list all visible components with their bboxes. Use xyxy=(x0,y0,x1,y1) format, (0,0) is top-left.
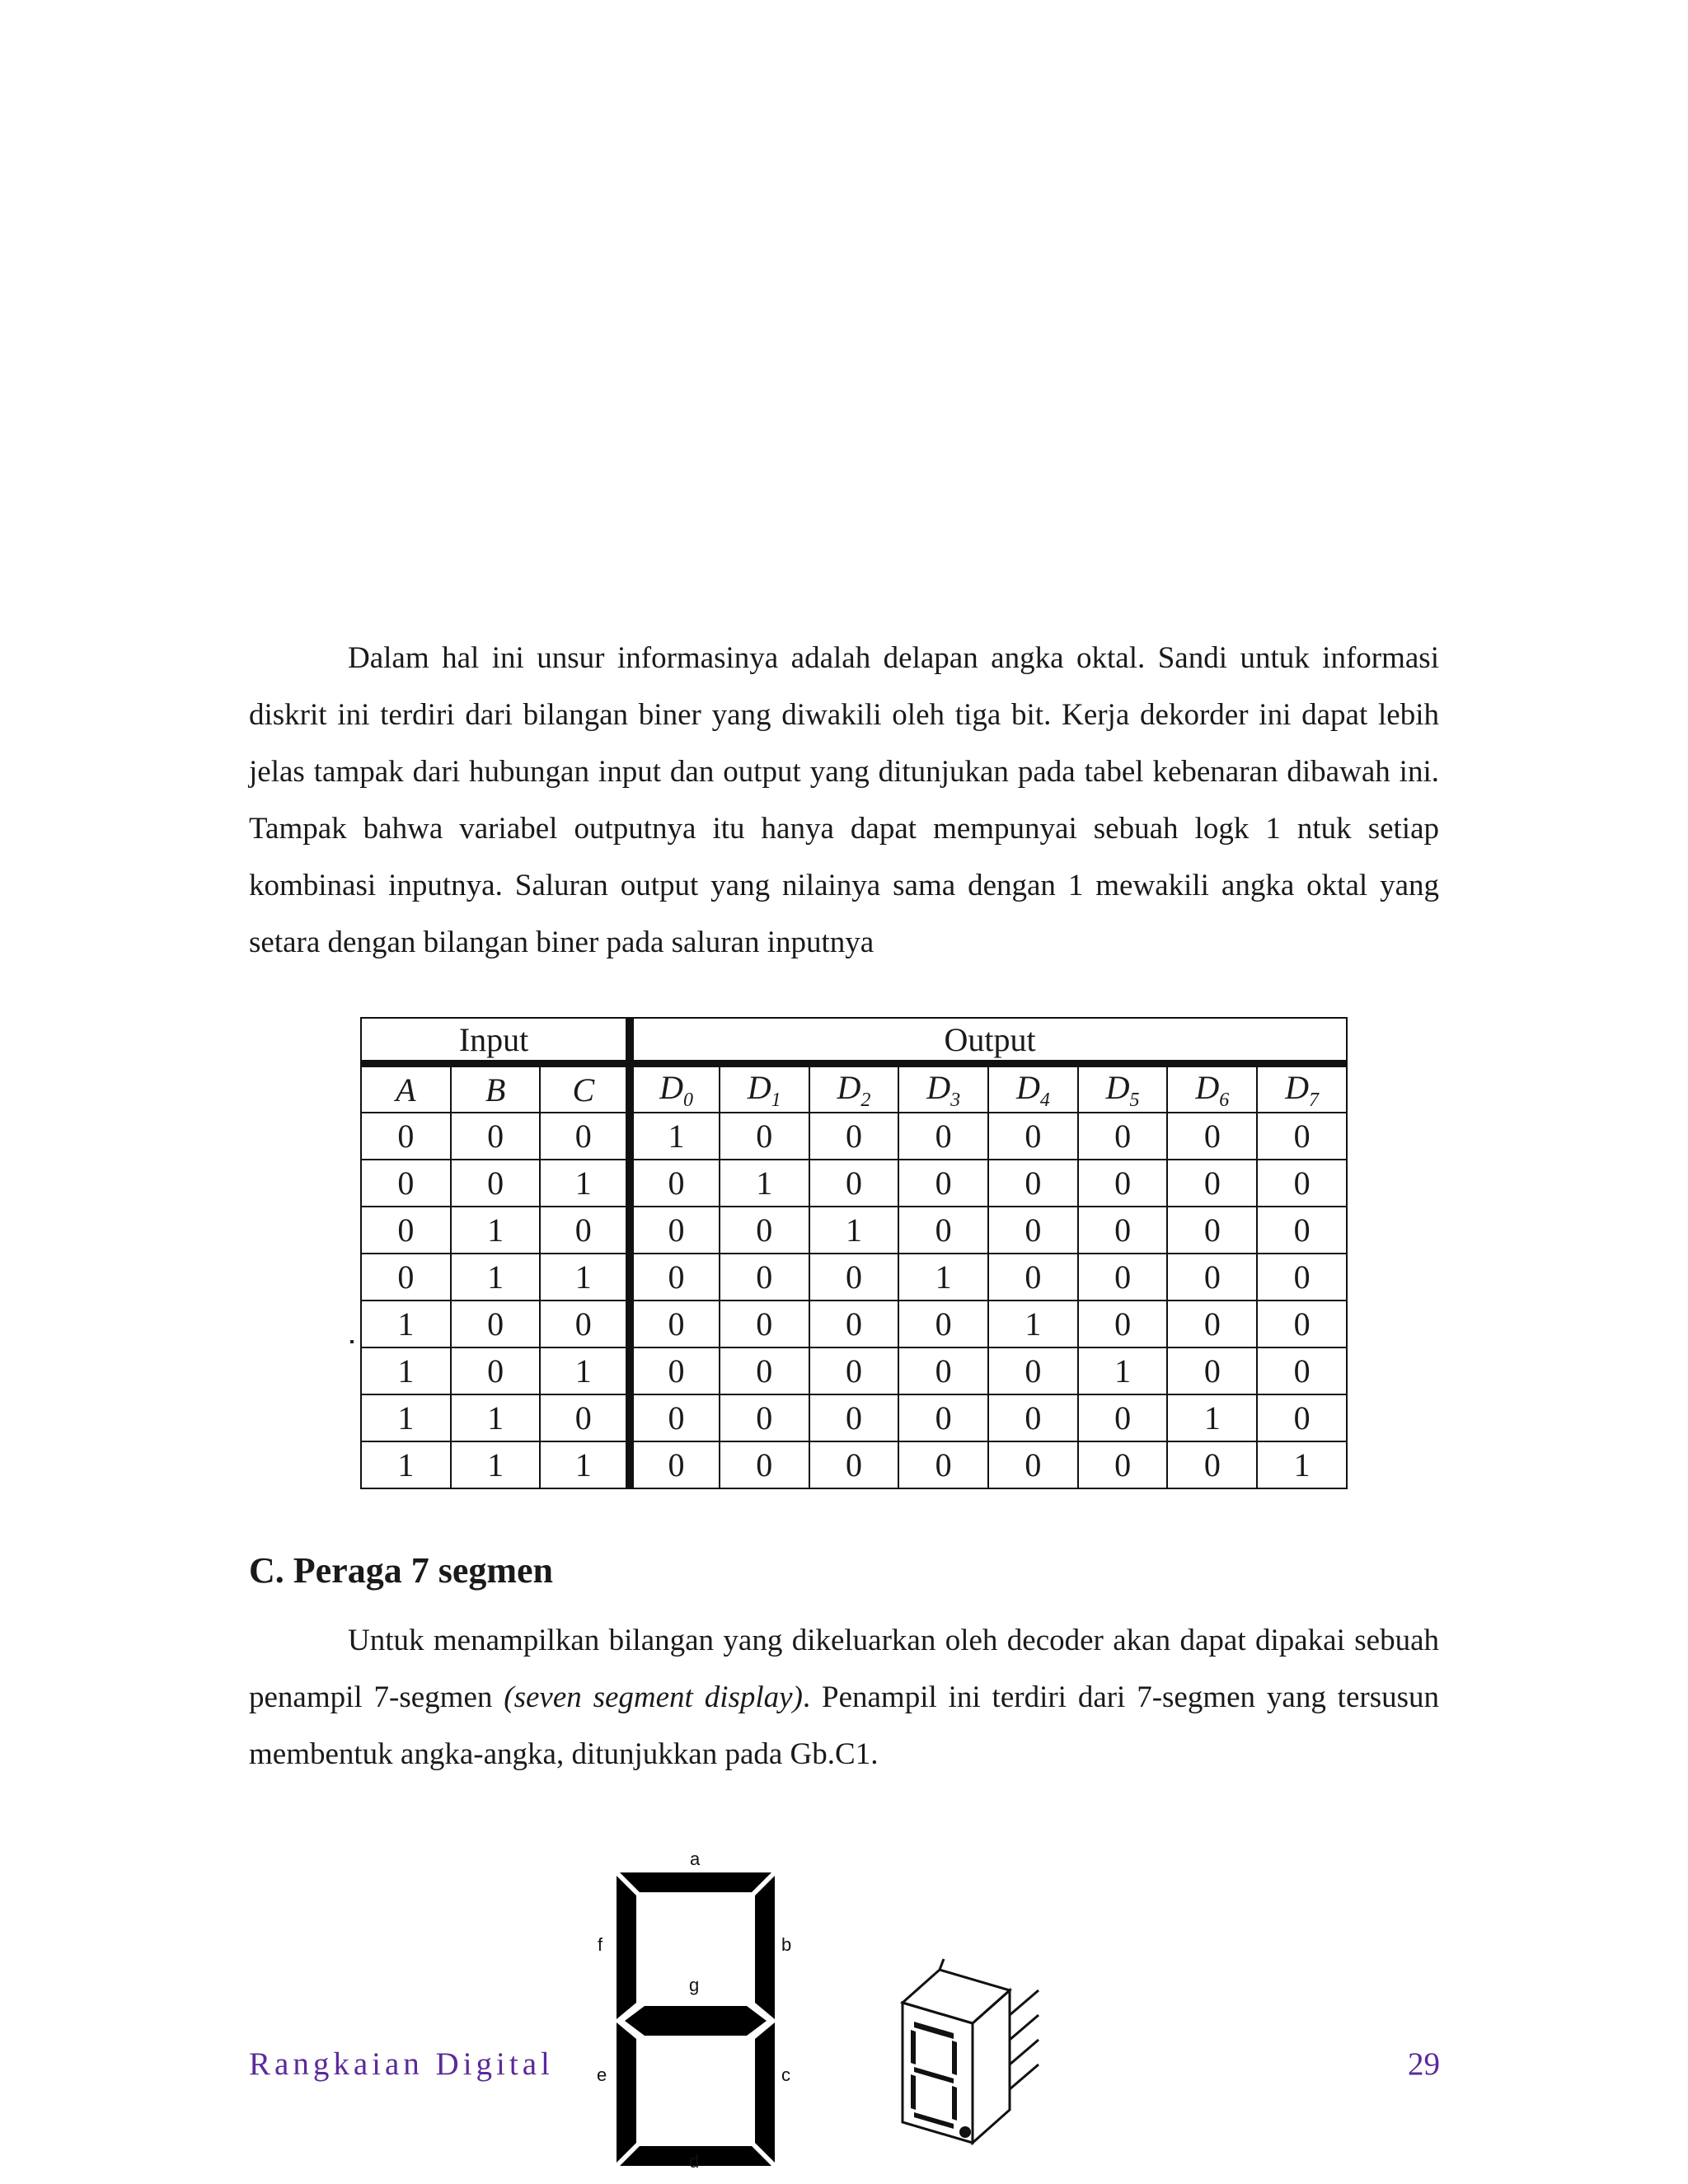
table-cell: 0 xyxy=(1257,1160,1347,1207)
column-header-row xyxy=(361,1064,1347,1113)
table-row xyxy=(361,1301,1347,1347)
table-cell: 0 xyxy=(988,1254,1078,1301)
seven-segment-device-illustration xyxy=(894,1957,1051,2151)
table-cell: 0 xyxy=(630,1347,720,1394)
table-cell: 0 xyxy=(1167,1347,1257,1394)
table-cell: 1 xyxy=(361,1394,451,1441)
table-cell: 0 xyxy=(1078,1160,1168,1207)
column-header-letter: D xyxy=(659,1068,683,1106)
footer-title: Rangkaian Digital xyxy=(249,2046,554,2082)
table-row xyxy=(361,1347,1347,1394)
table-cell: 0 xyxy=(630,1394,720,1441)
body-paragraph-2 xyxy=(249,1612,1439,1783)
column-header-subscript: 6 xyxy=(1219,1089,1230,1111)
table-cell: 0 xyxy=(1078,1113,1168,1160)
table-cell: 0 xyxy=(720,1301,809,1347)
table-cell: 0 xyxy=(809,1160,899,1207)
segment-e xyxy=(617,2022,636,2163)
seven-segment-diagram xyxy=(577,1850,824,2180)
table-cell: 0 xyxy=(1167,1441,1257,1488)
table-cell: 0 xyxy=(1257,1207,1347,1254)
column-header-d5 xyxy=(1078,1064,1168,1113)
table-cell: 0 xyxy=(630,1160,720,1207)
table-cell: 0 xyxy=(988,1347,1078,1394)
table-cell: 1 xyxy=(630,1113,720,1160)
table-cell: 0 xyxy=(809,1347,899,1394)
table-cell: 0 xyxy=(451,1301,541,1347)
table-row xyxy=(361,1113,1347,1160)
column-header-subscript: 0 xyxy=(682,1089,693,1111)
table-row xyxy=(361,1254,1347,1301)
label-g: g xyxy=(689,1975,700,1995)
column-header-d3 xyxy=(898,1064,988,1113)
table-row xyxy=(361,1441,1347,1488)
column-header-letter: D xyxy=(747,1068,771,1106)
table-cell: 0 xyxy=(988,1113,1078,1160)
table-cell: 0 xyxy=(809,1301,899,1347)
table-cell: 0 xyxy=(809,1394,899,1441)
paragraph2-text-1: Untuk menampilkan bilangan yang dikeluarkan oleh decoder akan dapat dipakai sebuah penampil 7-segmen xyxy=(249,1624,1439,1714)
table-cell: 0 xyxy=(988,1160,1078,1207)
label-f: f xyxy=(598,1934,603,1955)
table-cell: 0 xyxy=(720,1441,809,1488)
segment-c xyxy=(755,2022,775,2163)
column-header-letter: D xyxy=(1285,1068,1310,1106)
truth-table xyxy=(360,1017,1348,1489)
column-header-subscript: 2 xyxy=(860,1089,871,1111)
column-header-subscript: 5 xyxy=(1129,1089,1140,1111)
table-cell: 0 xyxy=(540,1301,630,1347)
table-cell: 0 xyxy=(898,1160,988,1207)
table-cell: 0 xyxy=(1078,1301,1168,1347)
column-header-c: C xyxy=(540,1064,630,1113)
segment-f xyxy=(617,1876,636,2019)
body-paragraph-1: Dalam hal ini unsur informasinya adalah delapan angka oktal. Sandi untuk informasi diskrit ini terdiri dari bilangan biner yang diwakili oleh tiga bit. Kerja dekorder ini dapat lebih jelas tampak dari hubungan input dan output yang ditunjukan pada tabel kebenaran dibawah ini. Tampak bahwa variabel outputnya itu hanya dapat mempunyai sebuah logk 1 ntuk setiap kombinasi inputnya. Saluran output yang nilainya sama dengan 1 mewakili angka oktal yang setara dengan bilangan biner pada saluran inputnya xyxy=(249,641,1439,959)
column-header-letter: D xyxy=(1195,1068,1220,1106)
table-cell: 0 xyxy=(1257,1301,1347,1347)
table-cell: 0 xyxy=(361,1207,451,1254)
table-cell: 0 xyxy=(988,1207,1078,1254)
page-number: 29 xyxy=(1408,2046,1440,2082)
table-cell: 0 xyxy=(720,1347,809,1394)
table-cell: 1 xyxy=(361,1301,451,1347)
table-cell: 0 xyxy=(1167,1301,1257,1347)
table-cell: 0 xyxy=(361,1113,451,1160)
table-cell: 0 xyxy=(540,1113,630,1160)
table-cell: 0 xyxy=(720,1207,809,1254)
column-header-letter: D xyxy=(926,1068,951,1106)
column-header-d6 xyxy=(1167,1064,1257,1113)
table-cell: 0 xyxy=(898,1441,988,1488)
stray-dot xyxy=(350,1340,354,1343)
table-cell: 0 xyxy=(1257,1347,1347,1394)
table-cell: 0 xyxy=(361,1160,451,1207)
table-cell: 0 xyxy=(809,1254,899,1301)
table-cell: 0 xyxy=(451,1113,541,1160)
table-cell: 0 xyxy=(451,1160,541,1207)
table-cell: 1 xyxy=(988,1301,1078,1347)
table-cell: 1 xyxy=(540,1441,630,1488)
column-header-b: B xyxy=(451,1064,541,1113)
table-cell: 0 xyxy=(451,1347,541,1394)
table-cell: 0 xyxy=(1257,1254,1347,1301)
column-header-d4 xyxy=(988,1064,1078,1113)
table-cell: 1 xyxy=(451,1254,541,1301)
table-cell: 1 xyxy=(451,1441,541,1488)
column-header-d7 xyxy=(1257,1064,1347,1113)
table-cell: 1 xyxy=(1257,1441,1347,1488)
table-cell: 0 xyxy=(898,1301,988,1347)
table-cell: 1 xyxy=(361,1441,451,1488)
table-cell: 0 xyxy=(720,1254,809,1301)
table-row xyxy=(361,1207,1347,1254)
table-cell: 0 xyxy=(1078,1207,1168,1254)
table-cell: 1 xyxy=(540,1160,630,1207)
column-header-letter: D xyxy=(1105,1068,1130,1106)
column-header-d0 xyxy=(630,1064,720,1113)
label-e: e xyxy=(597,2064,607,2085)
table-cell: 1 xyxy=(361,1347,451,1394)
column-header-subscript: 7 xyxy=(1309,1089,1320,1111)
paragraph2-text-2: . Penampil ini terdiri dari 7-segmen yang tersusun membentuk angka-angka, ditunjukkan pada Gb.C1. xyxy=(249,1680,1439,1771)
table-cell: 1 xyxy=(1078,1347,1168,1394)
table-cell: 0 xyxy=(809,1113,899,1160)
table-cell: 0 xyxy=(1257,1394,1347,1441)
table-cell: 0 xyxy=(720,1394,809,1441)
table-cell: 1 xyxy=(540,1347,630,1394)
label-a: a xyxy=(690,1850,701,1869)
table-cell: 0 xyxy=(630,1254,720,1301)
table-cell: 0 xyxy=(540,1394,630,1441)
table-cell: 1 xyxy=(451,1207,541,1254)
table-cell: 0 xyxy=(898,1394,988,1441)
label-c: c xyxy=(781,2064,790,2085)
table-cell: 0 xyxy=(988,1394,1078,1441)
output-group-header: Output xyxy=(630,1018,1347,1064)
column-header-letter: D xyxy=(837,1068,861,1106)
table-cell: 0 xyxy=(1078,1394,1168,1441)
label-d: d xyxy=(689,2151,700,2172)
input-group-header: Input xyxy=(361,1018,630,1064)
table-cell: 0 xyxy=(630,1441,720,1488)
table-row xyxy=(361,1394,1347,1441)
segment-b xyxy=(755,1876,775,2019)
table-cell: 0 xyxy=(361,1254,451,1301)
table-cell: 0 xyxy=(630,1207,720,1254)
table-cell: 1 xyxy=(898,1254,988,1301)
segment-a xyxy=(620,1872,771,1892)
segment-g xyxy=(625,2006,767,2036)
column-header-subscript: 4 xyxy=(1039,1089,1050,1111)
column-header-a: A xyxy=(361,1064,451,1113)
table-cell: 0 xyxy=(540,1207,630,1254)
column-header-letter: D xyxy=(1015,1068,1040,1106)
table-row xyxy=(361,1160,1347,1207)
table-cell: 0 xyxy=(630,1301,720,1347)
table-cell: 1 xyxy=(1167,1394,1257,1441)
table-cell: 0 xyxy=(898,1113,988,1160)
table-cell: 1 xyxy=(720,1160,809,1207)
table-cell: 0 xyxy=(1167,1113,1257,1160)
column-header-d1 xyxy=(720,1064,809,1113)
table-cell: 0 xyxy=(988,1441,1078,1488)
table-cell: 0 xyxy=(1078,1441,1168,1488)
column-header-subscript: 3 xyxy=(950,1089,961,1111)
table-cell: 0 xyxy=(1167,1254,1257,1301)
table-cell: 0 xyxy=(1078,1254,1168,1301)
table-body xyxy=(361,1113,1347,1488)
table-cell: 0 xyxy=(809,1441,899,1488)
table-cell: 1 xyxy=(809,1207,899,1254)
label-b: b xyxy=(781,1934,792,1955)
table-cell: 0 xyxy=(898,1347,988,1394)
table-cell: 0 xyxy=(1167,1160,1257,1207)
table-cell: 0 xyxy=(1167,1207,1257,1254)
column-header-d2 xyxy=(809,1064,899,1113)
column-header-subscript: 1 xyxy=(771,1089,781,1111)
table-cell: 1 xyxy=(540,1254,630,1301)
paragraph2-italic: (seven segment display) xyxy=(504,1680,803,1714)
section-heading: C. Peraga 7 segmen xyxy=(249,1550,554,1591)
table-cell: 0 xyxy=(720,1113,809,1160)
table-cell: 1 xyxy=(451,1394,541,1441)
table-cell: 0 xyxy=(898,1207,988,1254)
table-cell: 0 xyxy=(1257,1113,1347,1160)
